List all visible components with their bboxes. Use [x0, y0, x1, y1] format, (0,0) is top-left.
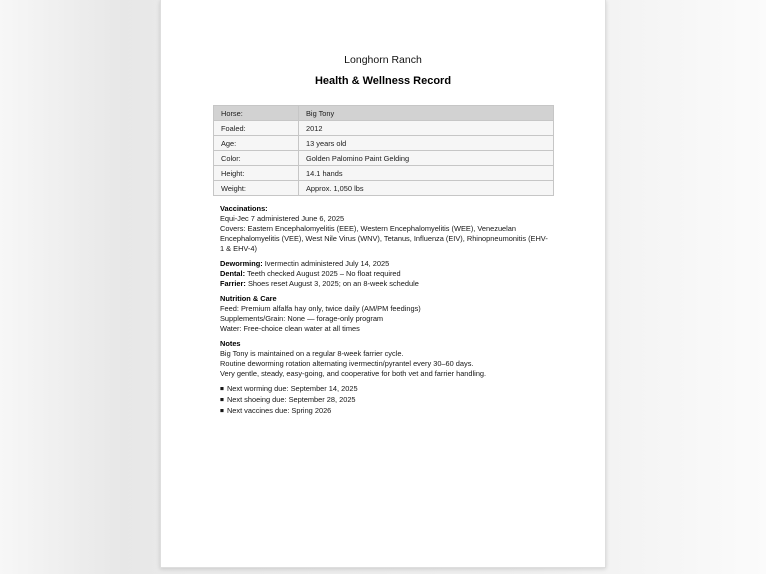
nutrition-heading: Nutrition & Care: [220, 294, 277, 303]
vaccinations-heading: Vaccinations:: [220, 204, 268, 213]
deworming-line: Deworming: Ivermectin administered July 14, 2025: [220, 259, 390, 268]
row-label: Weight:: [214, 181, 299, 196]
row-value: Approx. 1,050 lbs: [299, 181, 554, 196]
reminder-worming: ■ Next worming due: September 14, 2025: [220, 384, 358, 393]
row-value: 2012: [299, 121, 554, 136]
notes-line: Very gentle, steady, easy-going, and cooperative for both vet and farrier handling.: [220, 369, 487, 378]
horse-profile-table: [213, 105, 554, 196]
row-label: Foaled:: [214, 121, 299, 136]
square-bullet-icon: ■: [220, 385, 224, 393]
document-body: [220, 204, 550, 417]
table-row-foaled: [214, 121, 554, 136]
row-label: Color:: [214, 151, 299, 166]
vaccinations-line: Equi-Jec 7 administered June 6, 2025: [220, 214, 345, 223]
notes-line: Big Tony is maintained on a regular 8-week farrier cycle.: [220, 349, 404, 358]
reminder-vaccines: ■ Next vaccines due: Spring 2026: [220, 406, 332, 415]
nutrition-feed-line: Feed: Premium alfalfa hay only, twice daily (AM/PM feedings): [220, 304, 421, 313]
square-bullet-icon: ■: [220, 407, 224, 415]
vaccinations-coverage: Covers: Eastern Encephalomyelitis (EEE), Western Encephalomyelitis (WEE), Venezuelan Encephalomyelitis (VEE), West Nile Virus (WNV), Tetanus, Influenza (EIV), Rhinopneumonitis (EHV-1 & EHV-4): [220, 224, 548, 253]
square-bullet-icon: ■: [220, 396, 224, 404]
row-value: 14.1 hands: [299, 166, 554, 181]
document-subtitle: Health & Wellness Record: [314, 75, 452, 87]
table-row-age: [214, 136, 554, 151]
row-value: Golden Palomino Paint Gelding: [299, 151, 554, 166]
nutrition-water-line: Water: Free-choice clean water at all times: [220, 324, 360, 333]
row-value: Big Tony: [299, 106, 554, 121]
table-row-height: [214, 166, 554, 181]
row-label: Height:: [214, 166, 299, 181]
table-row-weight: [214, 181, 554, 196]
nutrition-supplements-line: Supplements/Grain: None — forage-only program: [220, 314, 384, 323]
reminder-shoeing: ■ Next shoeing due: September 28, 2025: [220, 395, 356, 404]
row-label: Age:: [214, 136, 299, 151]
farrier-line: Farrier: Shoes reset August 3, 2025; on an 8-week schedule: [220, 279, 419, 288]
document-page: [160, 0, 606, 568]
dental-line: Dental: Teeth checked August 2025 – No float required: [220, 269, 401, 278]
document-title: Longhorn Ranch: [344, 54, 422, 66]
notes-line: Routine deworming rotation alternating ivermectin/pyrantel every 30–60 days.: [220, 359, 474, 368]
row-label: Horse:: [214, 106, 299, 121]
table-row-horse: [214, 106, 554, 121]
row-value: 13 years old: [299, 136, 554, 151]
notes-heading: Notes: [220, 339, 241, 348]
table-row-color: [214, 151, 554, 166]
